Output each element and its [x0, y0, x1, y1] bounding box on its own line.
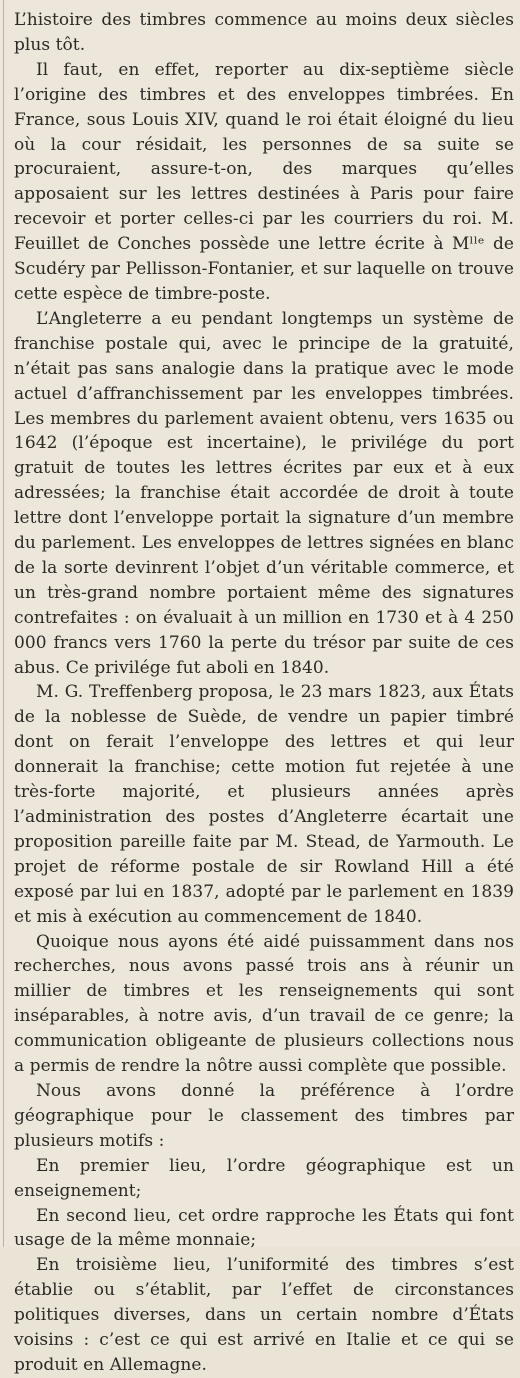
paragraph-5: Quoique nous ayons été aidé puissamment dans nos recherches, nous avons passé trois ans à réunir un millier de timbres et les renseignements qui sont inséparables, à notre avis, d’un travail de ce genre; la communication obligeante de plusieurs collections nous a permis de rendre la nôtre aussi complète que possible.: [14, 931, 514, 1077]
article-body: [14, 8, 514, 1378]
paragraph-9: En troisième lieu, l’uniformité des timbres s’est établie ou s’établit, par l’effet de circonstances politiques diverses, dans un certain nombre d’États voisins : c’est ce qui est arrivé en Italie et ce qui se produit en Allemagne.: [14, 1255, 514, 1375]
paragraph-4: M. G. Treffenberg proposa, le 23 mars 1823, aux États de la noblesse de Suède, de vendre un papier timbré dont on ferait l’enveloppe des lettres et qui leur donnerait la franchise; cette motion fut rejetée à une très-forte majorité, et plusieurs années après l’administration des postes d’Angleterre écartait une proposition pareille faite par M. Stead, de Yarmouth. Le projet de réforme postale de sir Rowland Hill a été exposé par lui en 1837, adopté par le parlement en 1839 et mis à exécution au commencement de 1840.: [14, 682, 514, 927]
paragraph-3: L’Angleterre a eu pendant longtemps un système de franchise postale qui, avec le principe de la gratuité, n’était pas sans analogie dans la pratique avec le mode actuel d’affranchissement par les enveloppes timbrées. Les membres du parlement avaient obtenu, vers 1635 ou 1642 (l’époque est incertaine), le privilége du port gratuit de toutes les lettres écrites par eux et à eux adressées; la franchise était accordée de droit à toute lettre dont l’enveloppe portait la signature d’un membre du parlement. Les enveloppes de lettres signées en blanc de la sorte devinrent l’objet d’un véritable commerce, et un très-grand nombre portaient même des signatures contrefaites : on évaluait à un million en 1730 et à 4 250 000 francs vers 1760 la perte du trésor par suite de ces abus. Ce privilége fut aboli en 1840.: [14, 308, 514, 678]
paragraph-7: En premier lieu, l’ordre géographique est un enseignement;: [14, 1155, 514, 1201]
paragraph-2: Il faut, en effet, reporter au dix-septième siècle l’origine des timbres et des enveloppes timbrées. En France, sous Louis XIV, quand le roi était éloigné du lieu où la cour résidait, les personnes de sa suite se procuraient, assure-t-on, des marques qu’elles apposaient sur les lettres destinées à Paris pour faire recevoir et porter celles-ci par les courriers du roi. M. Feuillet de Conches possède une lettre écrite à Mˡˡᵉ de Scudéry par Pellisson-Fontanier, et sur laquelle on trouve cette espèce de timbre-poste.: [14, 59, 514, 304]
column-rule: [3, 0, 4, 1247]
paragraph-6: Nous avons donné la préférence à l’ordre géographique pour le classement des timbres par plusieurs motifs :: [14, 1080, 514, 1151]
paragraph-1: L’histoire des timbres commence au moins deux siècles plus tôt.: [14, 10, 514, 55]
paragraph-8: En second lieu, cet ordre rapproche les États qui font usage de la même monnaie;: [14, 1205, 514, 1251]
